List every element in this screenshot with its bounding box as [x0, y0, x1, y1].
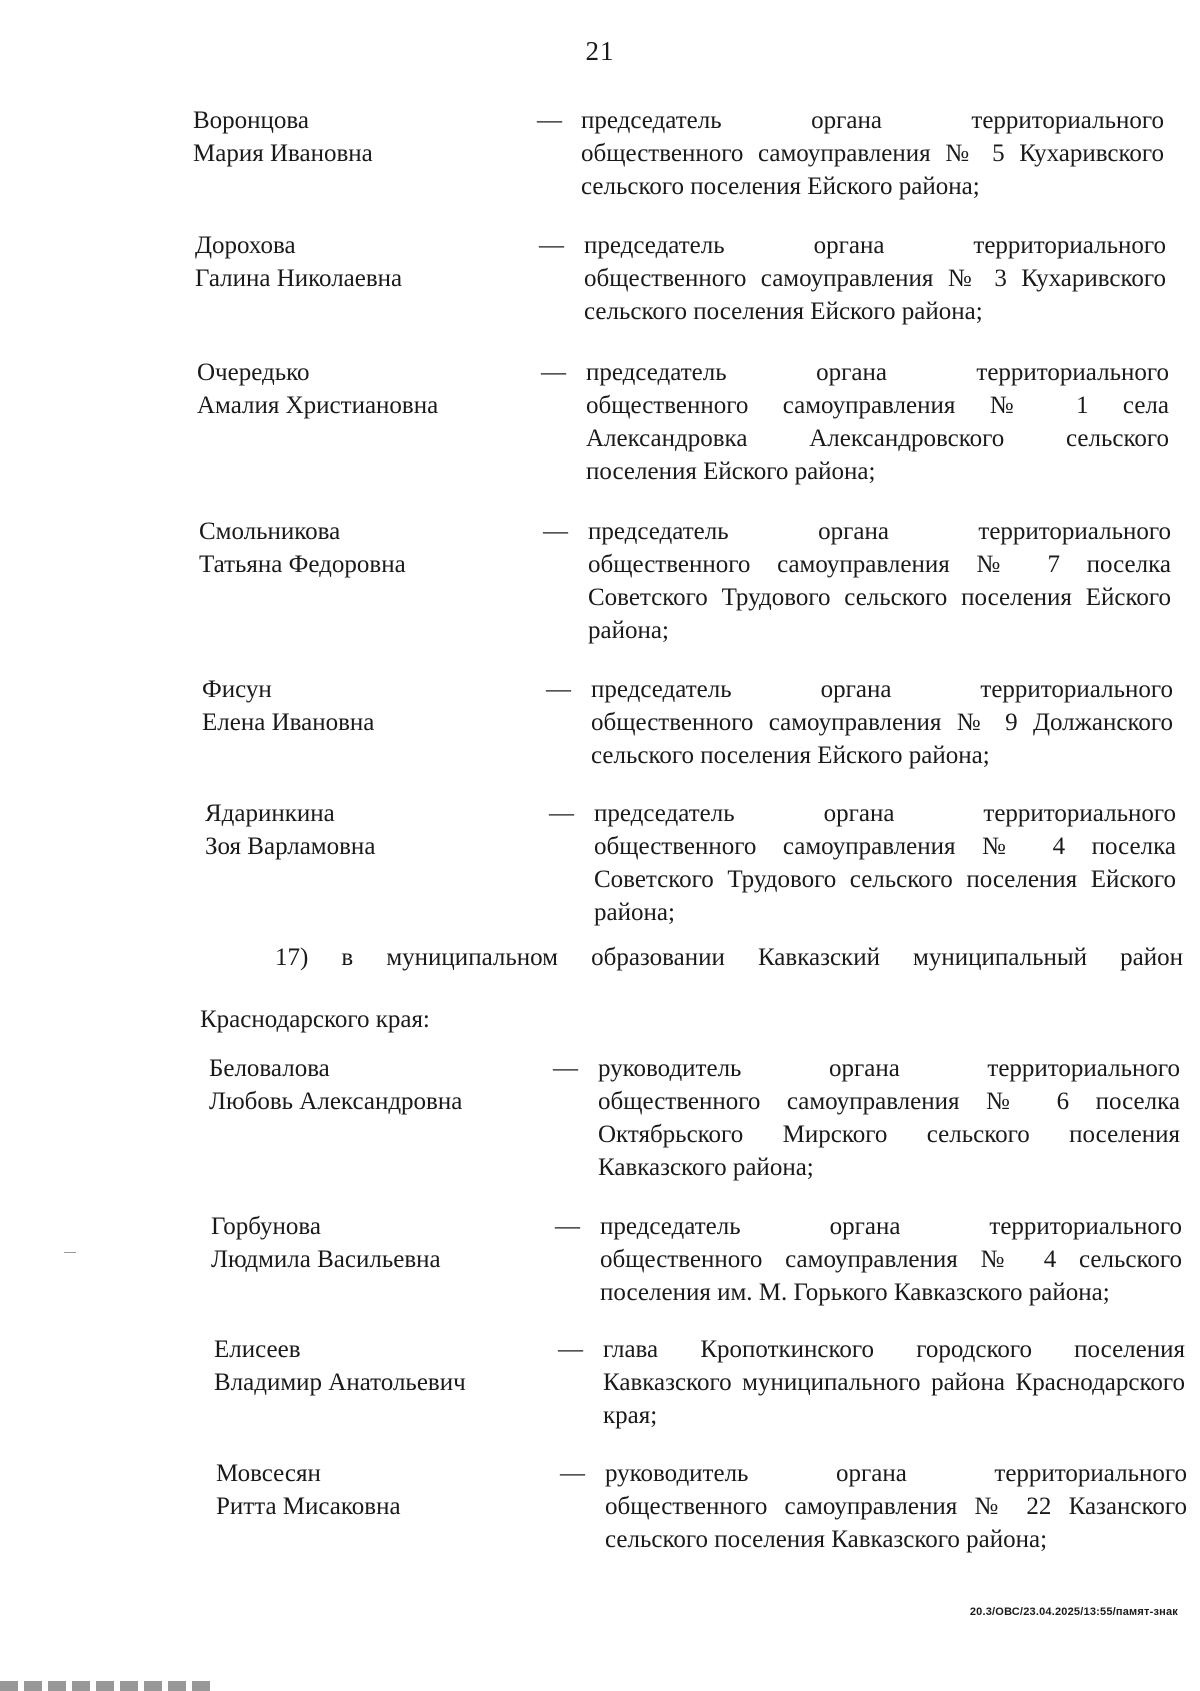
member-given-name: Елена Ивановна — [202, 709, 375, 736]
member-given-name: Владимир Анатольевич — [214, 1369, 466, 1396]
member-surname: Дорохова — [195, 232, 296, 259]
member-given-name: Амалия Христиановна — [197, 392, 439, 419]
member-name — [202, 673, 532, 739]
member-given-name: Ритта Мисаковна — [216, 1493, 401, 1520]
member-entry — [205, 797, 1195, 931]
member-name — [205, 797, 535, 863]
scan-edge-artifact — [0, 1681, 210, 1691]
member-surname: Беловалова — [209, 1055, 330, 1082]
member-position: председатель органа территориального общественного самоуправления № 4 сельского поселения им. М. Горького Кавказского района; — [600, 1213, 1182, 1306]
document-stamp: 20.3/ОВС/23.04.2025/13:55/памят-знак — [969, 1606, 1178, 1618]
member-surname: Воронцова — [193, 107, 310, 134]
member-name — [214, 1333, 544, 1399]
dash-separator: — — [553, 1055, 578, 1082]
dash-separator: — — [555, 1213, 580, 1240]
member-given-name: Галина Николаевна — [195, 265, 403, 292]
member-surname: Горбунова — [211, 1213, 321, 1240]
member-name — [216, 1457, 546, 1523]
member-position: председатель органа территориального общественного самоуправления № 1 села Александровка Александровского сельского поселения Ейского района; — [586, 359, 1169, 485]
member-surname: Елисеев — [214, 1336, 301, 1363]
member-given-name: Зоя Варламовна — [205, 833, 376, 860]
member-position: председатель органа территориального общественного самоуправления № 9 Должанского сельского поселения Ейского района; — [591, 676, 1173, 769]
member-name — [195, 229, 525, 295]
page-number: 21 — [585, 36, 615, 66]
member-surname: Мовсесян — [216, 1460, 321, 1487]
section-heading: 17) в муниципальном образовании Кавказский муниципальный район — [275, 944, 1183, 971]
member-name — [211, 1210, 541, 1276]
member-entry — [214, 1333, 1200, 1433]
dash-separator: — — [543, 518, 568, 545]
member-position: председатель органа территориального общественного самоуправления № 3 Кухаривского сельского поселения Ейского района; — [584, 232, 1166, 325]
member-entry — [199, 515, 1189, 649]
member-entry — [211, 1210, 1200, 1310]
dash-separator: — — [549, 800, 574, 827]
member-given-name: Людмила Васильевна — [211, 1246, 441, 1273]
member-position: председатель органа территориального общественного самоуправления № 4 поселка Советского Трудового сельского поселения Ейского района; — [594, 800, 1176, 926]
member-name — [209, 1052, 539, 1118]
scan-artifact — [64, 1252, 76, 1253]
dash-separator: — — [560, 1460, 585, 1487]
member-position: руководитель органа территориального общественного самоуправления № 6 поселка Октябрьского Мирского сельского поселения Кавказского района; — [598, 1055, 1180, 1181]
member-entry — [193, 104, 1183, 204]
dash-separator: — — [539, 232, 564, 259]
dash-separator: — — [541, 359, 566, 386]
member-position: председатель органа территориального общественного самоуправления № 5 Кухаривского сельского поселения Ейского района; — [581, 107, 1164, 200]
member-name — [197, 356, 527, 422]
member-surname: Ядаринкина — [205, 800, 335, 827]
member-surname: Смольникова — [199, 518, 341, 545]
member-given-name: Любовь Александровна — [209, 1088, 463, 1115]
member-name — [193, 104, 523, 170]
member-position: глава Кропоткинского городского поселения Кавказского муниципального района Краснодарского края; — [603, 1336, 1185, 1429]
member-entry — [195, 229, 1185, 329]
member-surname: Очередько — [197, 359, 310, 386]
member-given-name: Мария Ивановна — [193, 140, 373, 167]
member-entry — [197, 356, 1187, 490]
member-entry — [209, 1052, 1199, 1186]
member-position: руководитель органа территориального общественного самоуправления № 22 Казанского сельского поселения Кавказского района; — [605, 1460, 1187, 1553]
dash-separator: — — [537, 107, 562, 134]
member-name — [199, 515, 529, 581]
member-entry — [216, 1457, 1200, 1557]
member-surname: Фисун — [202, 676, 272, 703]
member-entry — [202, 673, 1192, 773]
section-heading-continuation: Краснодарского края: — [200, 1006, 430, 1033]
dash-separator: — — [558, 1336, 583, 1363]
member-given-name: Татьяна Федоровна — [199, 551, 406, 578]
member-position: председатель органа территориального общественного самоуправления № 7 поселка Советского Трудового сельского поселения Ейского района; — [588, 518, 1171, 644]
dash-separator: — — [546, 676, 571, 703]
